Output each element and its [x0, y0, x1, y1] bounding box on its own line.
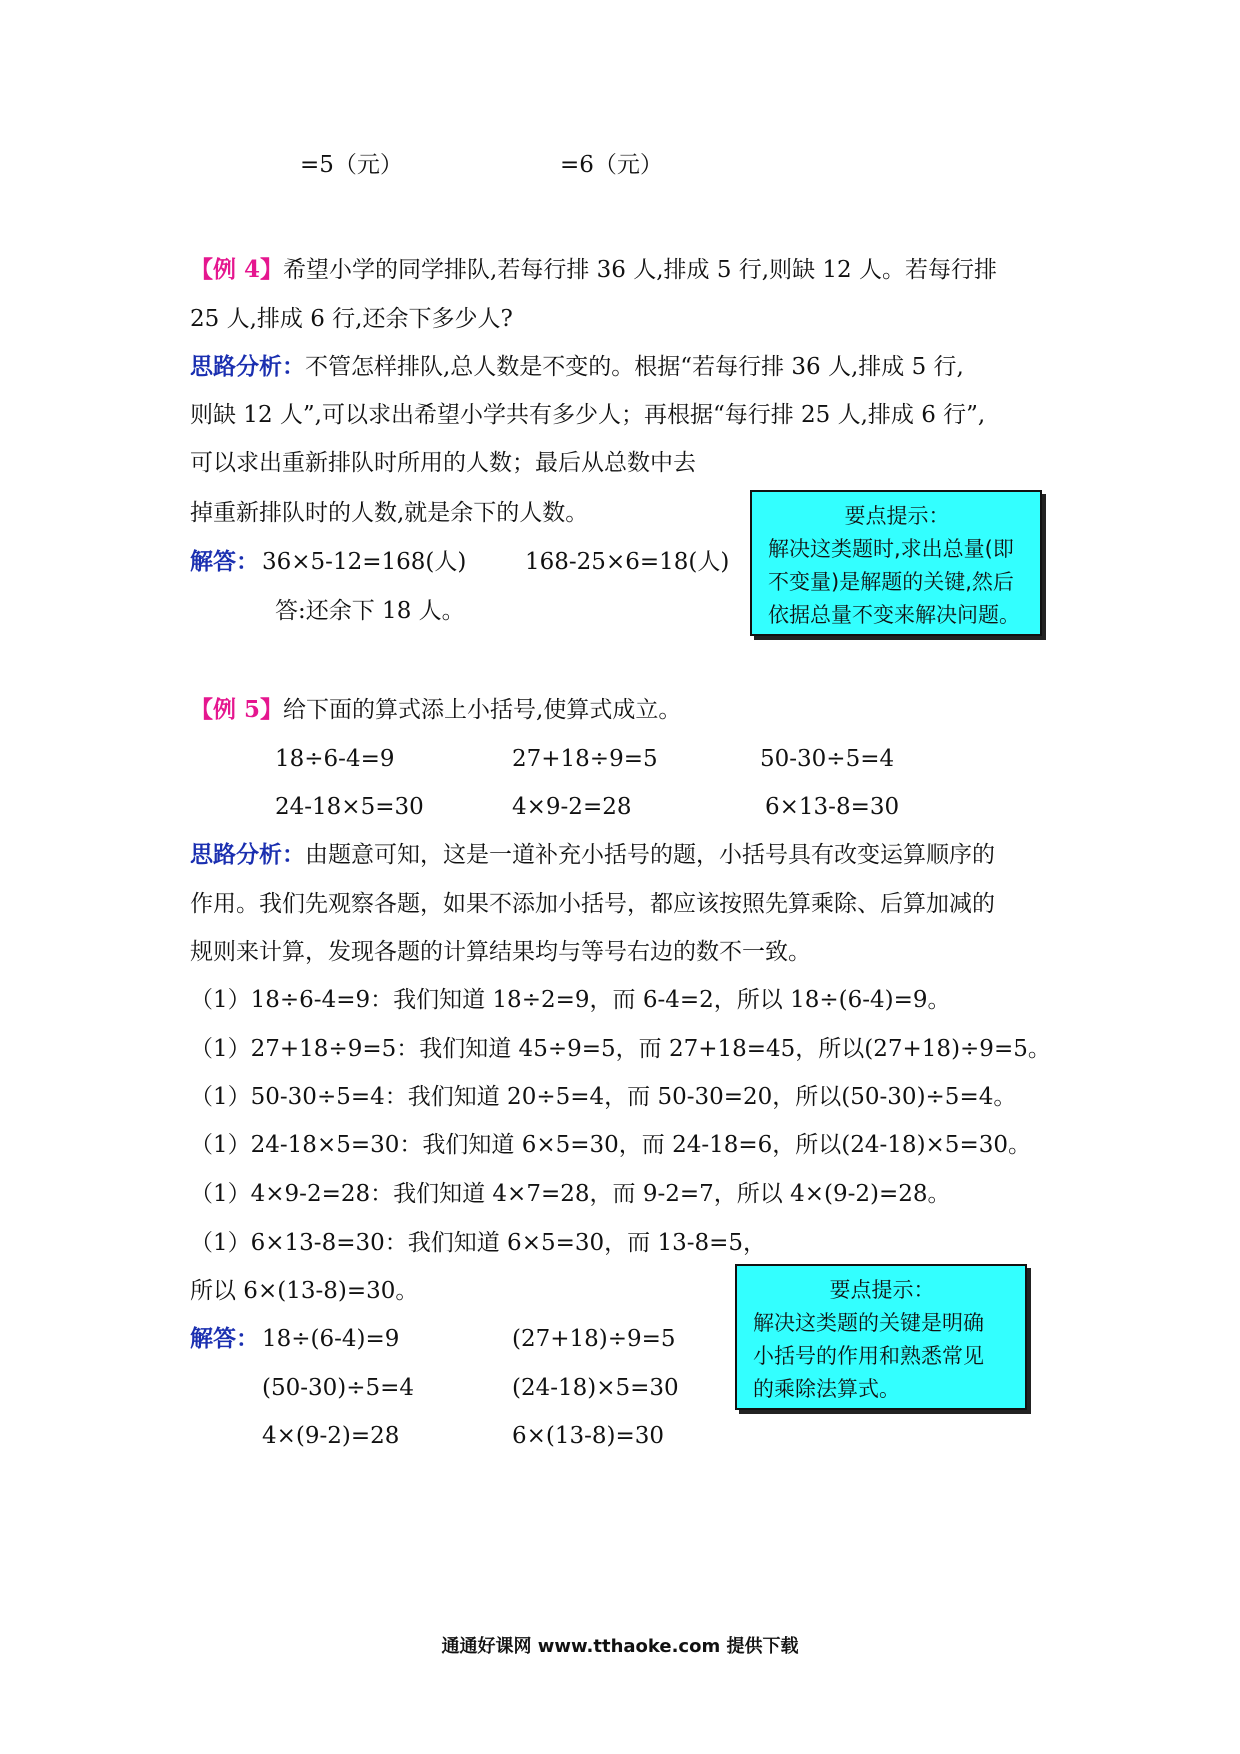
answer-item: 4×(9-2)=28 [262, 1423, 400, 1449]
example4-analysis-label: 思路分析： [190, 353, 305, 380]
example5-tag: 【例 5】 [190, 696, 284, 723]
step-line: （1）4×9-2=28：我们知道 4×7=28，而 9-2=7，所以 4×(9-2)=28。 [190, 1181, 951, 1207]
example4-answer-label: 解答： [190, 548, 259, 575]
example5-analysis-text1: 由题意可知，这是一道补充小括号的题，小括号具有改变运算顺序的 [305, 842, 995, 868]
example4-analysis-line1 [190, 350, 964, 384]
example4-analysis-line3: 可以求出重新排队时所用的人数；最后从总数中去 [190, 450, 696, 476]
step-line-continued: 所以 6×(13-8)=30。 [190, 1278, 419, 1304]
step-line: （1）27+18÷9=5：我们知道 45÷9=5，而 27+18=45，所以(27+18)÷9=5。 [190, 1036, 1051, 1062]
tip-line: 小括号的作用和熟悉常见 [753, 1344, 984, 1368]
example5-analysis-line3: 规则来计算，发现各题的计算结果均与等号右边的数不一致。 [190, 939, 811, 965]
tip-line: 不变量)是解题的关键,然后 [768, 570, 1014, 594]
tip-line: 的乘除法算式。 [753, 1377, 900, 1401]
problem-item: 4×9-2=28 [512, 794, 632, 820]
example4-analysis-text1: 不管怎样排队,总人数是不变的。根据“若每行排 36 人,排成 5 行, [305, 354, 964, 380]
step-line: （1）50-30÷5=4：我们知道 20÷5=4，而 50-30=20，所以(50-30)÷5=4。 [190, 1084, 1017, 1110]
example5-answer-line [190, 1322, 259, 1356]
example5-question-text: 给下面的算式添上小括号,使算式成立。 [283, 697, 682, 723]
answer-item: (24-18)×5=30 [512, 1375, 679, 1401]
example4-question-line2: 25 人,排成 6 行,还余下多少人? [190, 306, 513, 332]
problem-item: 50-30÷5=4 [760, 746, 895, 772]
problem-item: 18÷6-4=9 [275, 746, 395, 772]
example4-answer-eq1: 36×5-12=168(人) [262, 549, 467, 575]
example4-answer-final: 答:还余下 18 人。 [275, 598, 465, 624]
step-line: （1）18÷6-4=9：我们知道 18÷2=9，而 6-4=2，所以 18÷(6-4)=9。 [190, 987, 951, 1013]
step-line: （1）6×13-8=30：我们知道 6×5=30，而 13-8=5， [190, 1230, 767, 1256]
answer-item: (50-30)÷5=4 [262, 1375, 415, 1401]
example5-analysis-line2: 作用。我们先观察各题，如果不添加小括号，都应该按照先算乘除、后算加减的 [190, 891, 995, 917]
example4-analysis-line4: 掉重新排队时的人数,就是余下的人数。 [190, 500, 589, 526]
tip-title: 要点提示： [829, 1278, 935, 1302]
example4-tag: 【例 4】 [190, 256, 284, 283]
example5-question-line [190, 693, 681, 727]
step-line: （1）24-18×5=30：我们知道 6×5=30，而 24-18=6，所以(24-18)×5=30。 [190, 1132, 1031, 1158]
right-result: =6（元） [560, 152, 663, 178]
left-result: =5（元） [300, 152, 403, 178]
problem-item: 27+18÷9=5 [512, 746, 658, 772]
example4-tip-box [750, 490, 1042, 636]
footer-text: 通通好课网 www.tthaoke.com 提供下载 [441, 1636, 799, 1657]
problem-item: 6×13-8=30 [765, 794, 900, 820]
tip-line: 依据总量不变来解决问题。 [768, 603, 1020, 627]
example4-analysis-line2: 则缺 12 人”,可以求出希望小学共有多少人；再根据“每行排 25 人,排成 6 行”, [190, 402, 986, 428]
example5-analysis-label: 思路分析： [190, 841, 305, 868]
example4-question-text1: 希望小学的同学排队,若每行排 36 人,排成 5 行,则缺 12 人。若每行排 [283, 257, 997, 283]
example4-answer-line [190, 545, 259, 579]
answer-item: 6×(13-8)=30 [512, 1423, 665, 1449]
tip-title: 要点提示： [844, 504, 950, 528]
answer-item: 18÷(6-4)=9 [262, 1326, 400, 1352]
problem-item: 24-18×5=30 [275, 794, 424, 820]
tip-line: 解决这类题的关键是明确 [753, 1311, 984, 1335]
example5-analysis-line1 [190, 838, 995, 872]
answer-item: (27+18)÷9=5 [512, 1326, 676, 1352]
example5-answer-label: 解答： [190, 1325, 259, 1352]
tip-line: 解决这类题时,求出总量(即 [768, 537, 1014, 561]
example5-tip-box [735, 1264, 1027, 1410]
example4-answer-eq2: 168-25×6=18(人) [525, 549, 730, 575]
example4-question-line1 [190, 253, 997, 287]
